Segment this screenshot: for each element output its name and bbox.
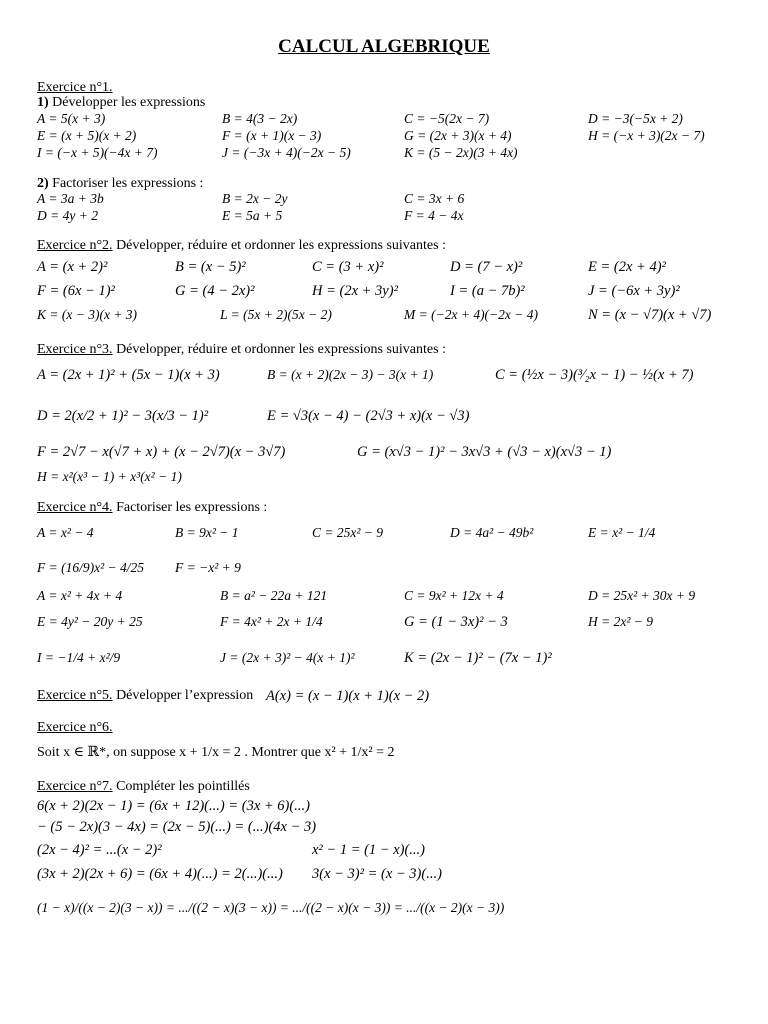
expression-I: I = (a − 7b)² [450,283,525,299]
expression-F: F = (16/9)x² − 4/25 [37,560,144,575]
page-title: CALCUL ALGEBRIQUE [278,36,490,57]
expression-E: E = √3(x − 4) − (2√3 + x)(x − √3) [267,408,470,424]
exercise-1-part2-instruction: 2) Factoriser les expressions : [37,176,204,191]
expression-J: J = (−3x + 4)(−2x − 5) [222,145,351,160]
expression-A: A = 3a + 3b [37,191,104,206]
exercise-4-row [0,588,768,608]
exercise-7-left: (2x − 4)² = ...(x − 2)² [37,842,162,858]
expression-A: A = 5(x + 3) [37,111,106,126]
expression-H: H = 2x² − 9 [588,614,654,629]
exercise-2-heading: Exercice n°2. Développer, réduire et ordonner les expressions suivantes : [37,238,446,253]
expression-J: J = (2x + 3)² − 4(x + 1)² [220,650,355,665]
exercise-7-pair [0,866,768,886]
expression-C: C = (½x − 3)(³⁄₂x − 1) − ½(x + 7) [495,367,694,383]
expression-I: I = −1/4 + x²/9 [37,650,121,665]
exercise-7-right: x² − 1 = (1 − x)(...) [312,842,426,858]
exercise-1-row [0,145,768,165]
expression-K: K = (5 − 2x)(3 + 4x) [404,145,518,160]
exercise-1-heading: Exercice n°1. [37,80,113,95]
exercise-5-heading: Exercice n°5. Développer l’expression [37,688,254,703]
exercise-3-line [0,444,768,464]
exercise-3-line [0,367,768,387]
expression-D: D = 2(x/2 + 1)² − 3(x/3 − 1)² [37,408,209,424]
expression-D: D = 4y + 2 [37,208,98,223]
expression-D: D = −3(−5x + 2) [588,111,683,126]
expression-H: H = (−x + 3)(2x − 7) [588,128,705,143]
expression-A: A = (x + 2)² [37,259,108,275]
expression-H: H = x²(x³ − 1) + x³(x² − 1) [37,469,182,484]
expression-F: F = 2√7 − x(√7 + x) + (x − 2√7)(x − 3√7) [37,444,286,460]
exercise-6-heading: Exercice n°6. [37,720,113,735]
exercise-3-line [0,469,768,489]
expression-C: C = 25x² − 9 [312,525,384,540]
expression-G: G = (1 − 3x)² − 3 [404,614,508,630]
exercise-1-part1-instruction: 1) Développer les expressions [37,95,206,110]
exercise-7-line: 6(x + 2)(2x − 1) = (6x + 12)(...) = (3x + 6)(...) [37,798,310,814]
expression-K: K = (2x − 1)² − (7x − 1)² [404,650,552,666]
expression-B: B = (x − 5)² [175,259,246,275]
expression-D: D = 25x² + 30x + 9 [588,588,696,603]
exercise-4-row [0,650,768,670]
exercise-4-row [0,525,768,545]
expression-F: F = (x + 1)(x − 3) [222,128,322,143]
expression-F: F = 4 − 4x [404,208,464,223]
expression-B: B = 2x − 2y [222,191,288,206]
expression-G: G = (4 − 2x)² [175,283,255,299]
exercise-1-part2-row [0,208,768,228]
expression-C: C = 9x² + 12x + 4 [404,588,504,603]
expression-E: E = (2x + 4)² [588,259,666,275]
expression-F-second: F = −x² + 9 [175,560,241,575]
expression-L: L = (5x + 2)(5x − 2) [220,307,332,322]
expression-K: K = (x − 3)(x + 3) [37,307,138,322]
expression-C: C = −5(2x − 7) [404,111,490,126]
expression-B: B = 9x² − 1 [175,525,239,540]
exercise-3-line [0,408,768,428]
exercise-7-line: − (5 − 2x)(3 − 4x) = (2x − 5)(...) = (...)(4x − 3) [37,819,317,835]
expression-A: A = x² − 4 [37,525,94,540]
exercise-4-heading: Exercice n°4. Factoriser les expressions : [37,500,268,515]
expression-D: D = (7 − x)² [450,259,523,275]
expression-G: G = (x√3 − 1)² − 3x√3 + (√3 − x)(x√3 − 1) [357,444,612,460]
expression-E: E = x² − 1/4 [588,525,656,540]
expression-B: B = 4(3 − 2x) [222,111,298,126]
expression-F: F = 4x² + 2x + 1/4 [220,614,323,629]
expression-I: I = (−x + 5)(−4x + 7) [37,145,158,160]
exercise-4-row [0,560,768,580]
expression-G: G = (2x + 3)(x + 4) [404,128,512,143]
exercise-6-statement: Soit x ∈ ℝ*, on suppose x + 1/x = 2 . Montrer que x² + 1/x² = 2 [37,745,395,760]
expression-D: D = 4a² − 49b² [450,525,534,540]
expression-E: E = 4y² − 20y + 25 [37,614,143,629]
expression-C: C = (3 + x)² [312,259,384,275]
exercise-7-heading: Exercice n°7. Compléter les pointillés [37,779,250,794]
exercise-5-expression: A(x) = (x − 1)(x + 1)(x − 2) [266,688,430,704]
exercise-4-row [0,614,768,634]
expression-A: A = (2x + 1)² + (5x − 1)(x + 3) [37,367,220,383]
exercise-2-row [0,283,768,303]
expression-E: E = 5a + 5 [222,208,283,223]
expression-N: N = (x − √7)(x + √7) [588,307,712,323]
expression-A: A = x² + 4x + 4 [37,588,123,603]
expression-E: E = (x + 5)(x + 2) [37,128,137,143]
exercise-7-fraction-line: (1 − x)/((x − 2)(3 − x)) = .../((2 − x)(3 − x)) = .../((2 − x)(x − 3)) = .../((x − 2)(x − 3)) [37,900,505,915]
exercise-7-pair [0,842,768,862]
exercise-7-right: 3(x − 3)² = (x − 3)(...) [312,866,442,882]
exercise-2-row [0,307,768,327]
expression-M: M = (−2x + 4)(−2x − 4) [404,307,539,322]
expression-H: H = (2x + 3y)² [312,283,398,299]
expression-C: C = 3x + 6 [404,191,465,206]
exercise-7-left: (3x + 2)(2x + 6) = (6x + 4)(...) = 2(...)(...) [37,866,283,882]
expression-B: B = (x + 2)(2x − 3) − 3(x + 1) [267,367,434,382]
exercise-2-row [0,259,768,279]
expression-F: F = (6x − 1)² [37,283,115,299]
expression-J: J = (−6x + 3y)² [588,283,680,299]
expression-B: B = a² − 22a + 121 [220,588,328,603]
exercise-3-heading: Exercice n°3. Développer, réduire et ordonner les expressions suivantes : [37,342,446,357]
